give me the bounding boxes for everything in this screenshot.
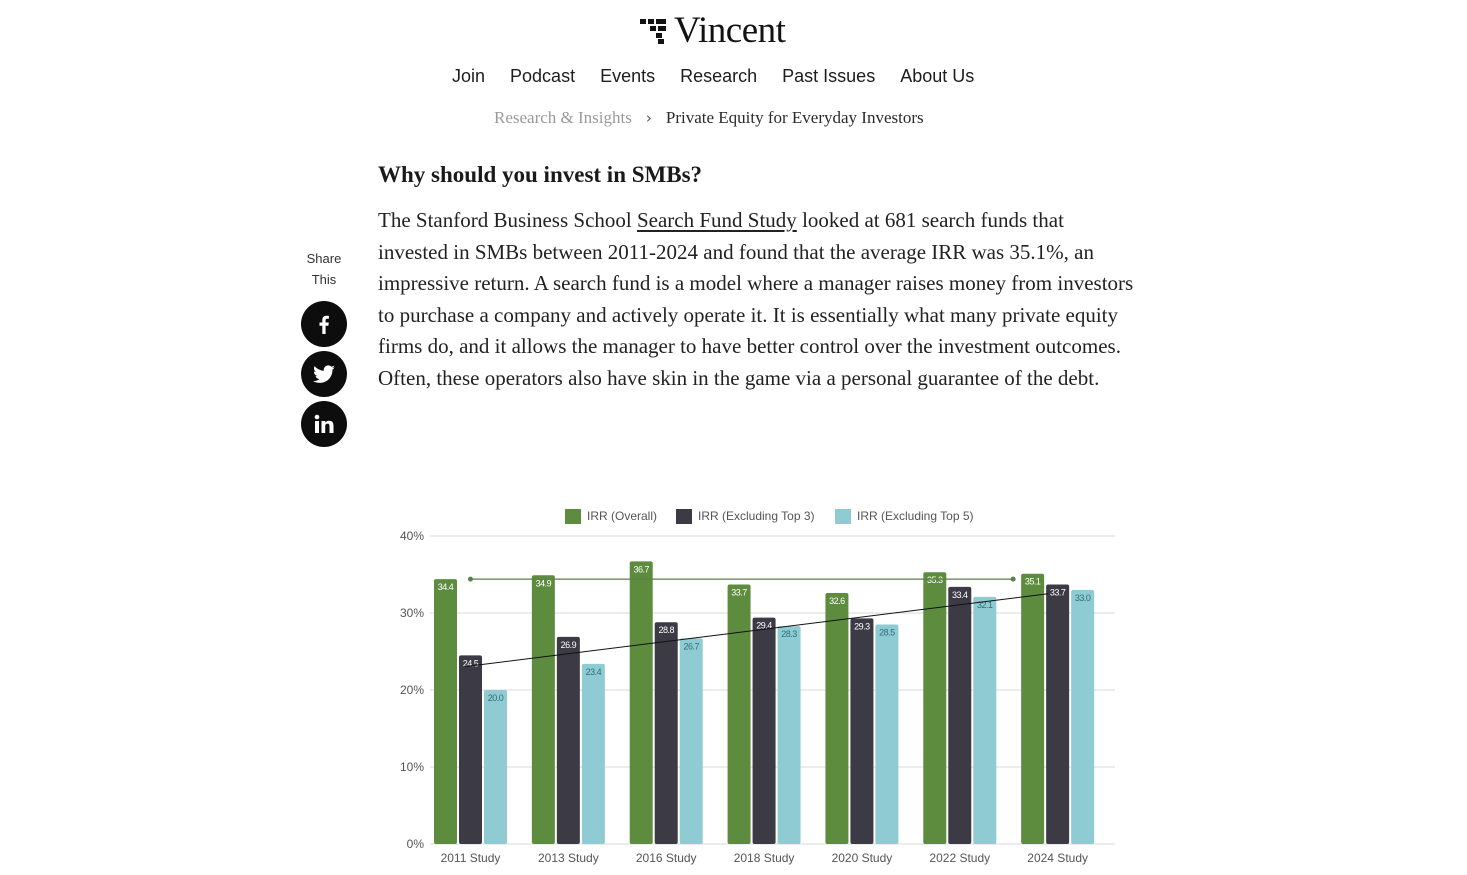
data-label: 23.4 bbox=[585, 666, 602, 677]
x-tick-label: 2016 Study bbox=[635, 851, 697, 865]
data-label: 28.3 bbox=[781, 629, 797, 640]
trendline-marker bbox=[468, 577, 473, 582]
bar bbox=[825, 593, 848, 844]
logo-text: Vincent bbox=[674, 9, 786, 51]
data-label: 28.8 bbox=[658, 625, 674, 636]
linkedin-share-button[interactable] bbox=[301, 401, 347, 447]
bar bbox=[484, 690, 507, 844]
legend-swatch bbox=[835, 509, 851, 524]
y-tick-label: 0% bbox=[406, 837, 424, 851]
main-nav bbox=[452, 66, 974, 87]
bar bbox=[434, 579, 457, 844]
y-tick-label: 30% bbox=[399, 606, 424, 620]
x-tick-label: 2018 Study bbox=[733, 851, 795, 865]
data-label: 32.1 bbox=[977, 599, 993, 610]
data-label: 32.6 bbox=[829, 595, 845, 606]
bar bbox=[1046, 585, 1069, 844]
y-tick-label: 20% bbox=[399, 683, 424, 697]
facebook-icon bbox=[312, 312, 336, 336]
data-label: 29.4 bbox=[756, 620, 772, 631]
linkedin-icon bbox=[312, 412, 336, 436]
bar bbox=[680, 638, 703, 844]
data-label: 33.0 bbox=[1074, 592, 1091, 603]
data-label: 34.4 bbox=[437, 582, 454, 593]
bar bbox=[1071, 590, 1094, 844]
legend-label: IRR (Excluding Top 5) bbox=[857, 509, 974, 523]
trendline-marker bbox=[1011, 577, 1016, 582]
legend-label: IRR (Excluding Top 3) bbox=[698, 509, 815, 523]
data-label: 36.7 bbox=[633, 564, 649, 575]
irr-bar-chart bbox=[380, 498, 1140, 875]
bar bbox=[532, 575, 555, 844]
legend-label: IRR (Overall) bbox=[587, 509, 658, 523]
x-tick-label: 2022 Study bbox=[929, 851, 991, 865]
data-label: 28.5 bbox=[879, 627, 895, 638]
bar bbox=[923, 572, 946, 844]
data-label: 34.9 bbox=[535, 578, 552, 589]
x-tick-label: 2011 Study bbox=[440, 851, 501, 865]
twitter-share-button[interactable] bbox=[301, 351, 347, 397]
bar bbox=[875, 625, 898, 844]
y-tick-label: 40% bbox=[399, 529, 424, 543]
bar bbox=[948, 587, 971, 844]
breadcrumb-parent[interactable]: Research & Insights bbox=[494, 108, 632, 127]
bar bbox=[753, 618, 776, 844]
bar bbox=[459, 655, 482, 844]
data-label: 26.9 bbox=[560, 639, 577, 650]
share-label-line1: Share bbox=[306, 251, 342, 266]
irr-chart bbox=[380, 498, 1140, 875]
bar bbox=[778, 626, 801, 844]
site-logo[interactable] bbox=[638, 8, 785, 52]
twitter-icon bbox=[311, 361, 337, 387]
bar bbox=[655, 622, 678, 844]
data-label: 33.7 bbox=[1049, 587, 1066, 598]
bar bbox=[728, 585, 751, 844]
bar bbox=[557, 637, 580, 844]
chevron-right-icon: › bbox=[645, 109, 652, 127]
nav-events[interactable]: Events bbox=[600, 66, 656, 86]
data-label: 29.3 bbox=[854, 621, 870, 632]
data-label: 35.3 bbox=[927, 575, 943, 586]
nav-about-us[interactable]: About Us bbox=[900, 66, 975, 86]
data-label: 33.4 bbox=[952, 589, 968, 600]
nav-past-issues[interactable]: Past Issues bbox=[782, 66, 876, 86]
bar bbox=[973, 597, 996, 844]
paragraph-text-rest: looked at 681 search funds that invested in SMBs between 2011-2024 and found that the average IRR was 35.1%, an impressive return. A search fund is a model where a manager raises money from investors to purchase a company and actively operate it. It is essentially what many private equity firms do, and it allows the manager to have better control over the investment outcomes. Often, these operators also have skin in the game via a personal guarantee of the debt. bbox=[378, 208, 1134, 390]
nav-join[interactable]: Join bbox=[452, 66, 486, 86]
data-label: 26.7 bbox=[683, 641, 699, 652]
data-label: 20.0 bbox=[487, 693, 504, 703]
legend-swatch bbox=[676, 509, 692, 524]
article-paragraph bbox=[378, 205, 1138, 394]
search-fund-study-link[interactable]: Search Fund Study bbox=[636, 208, 797, 232]
section-heading: Why should you invest in SMBs? bbox=[378, 162, 703, 187]
bar bbox=[630, 561, 653, 844]
bar bbox=[850, 618, 873, 844]
facebook-share-button[interactable] bbox=[301, 301, 347, 347]
breadcrumb bbox=[494, 108, 924, 128]
data-label: 24.5 bbox=[462, 658, 479, 669]
breadcrumb-current: Private Equity for Everyday Investors bbox=[665, 108, 924, 127]
legend-swatch bbox=[565, 509, 581, 524]
paragraph-text-start: The Stanford Business School bbox=[378, 208, 637, 232]
x-tick-label: 2013 Study bbox=[537, 851, 599, 865]
bar bbox=[582, 664, 605, 844]
bar bbox=[1021, 574, 1044, 844]
share-label-line2: This bbox=[311, 272, 337, 287]
x-tick-label: 2020 Study bbox=[831, 851, 893, 865]
vincent-logo-icon bbox=[638, 15, 668, 45]
share-label bbox=[300, 248, 348, 290]
data-label: 35.1 bbox=[1024, 576, 1041, 587]
data-label: 33.7 bbox=[731, 587, 747, 598]
nav-podcast[interactable]: Podcast bbox=[510, 66, 576, 86]
nav-research[interactable]: Research bbox=[680, 66, 758, 86]
y-tick-label: 10% bbox=[399, 760, 424, 774]
x-tick-label: 2024 Study bbox=[1027, 851, 1089, 865]
